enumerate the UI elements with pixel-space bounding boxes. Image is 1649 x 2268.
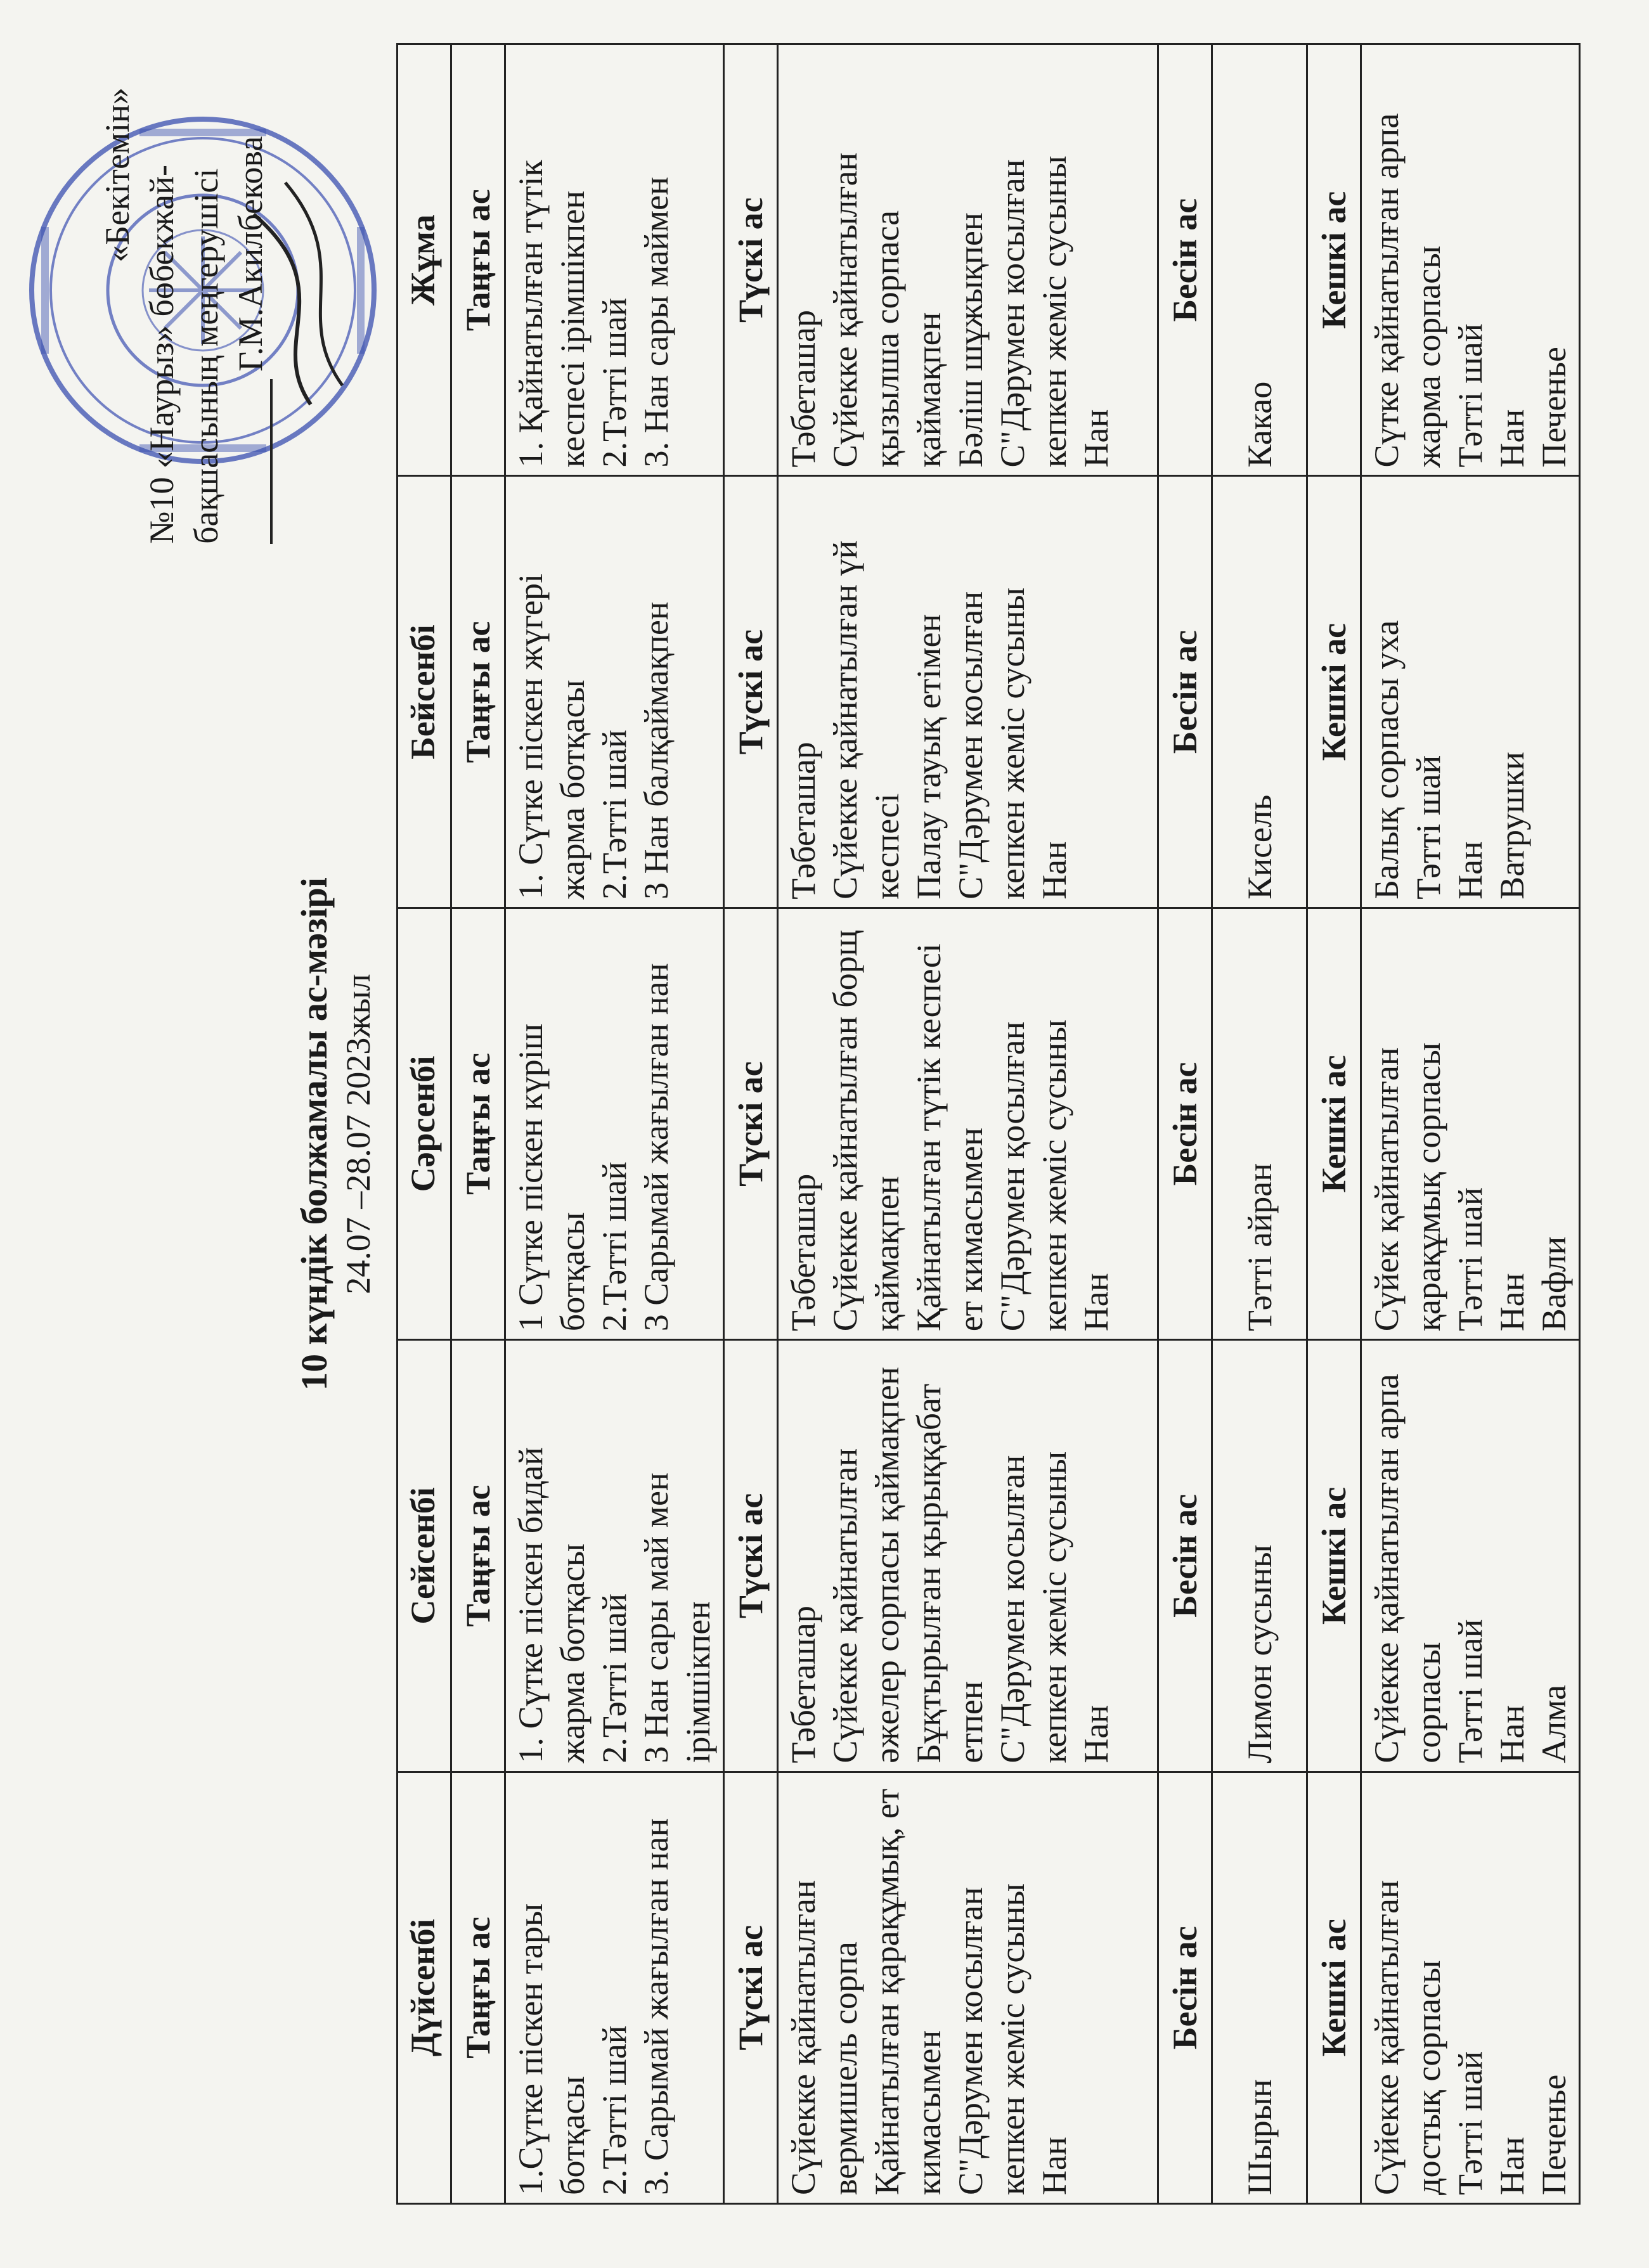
- menu-item: 1 Сүтке піскен күріш ботқасы: [512, 1023, 592, 1332]
- menu-item: Сүйекке қайнатылған арпа сорпасы: [1368, 1374, 1447, 1763]
- signature-line: [228, 87, 273, 544]
- menu-cell: [778, 908, 1158, 1339]
- menu-cell: [1212, 1772, 1307, 2203]
- menu-item: 3. Нан сары маймен: [637, 176, 675, 468]
- meal-header: Таңғы ас: [451, 1340, 505, 1772]
- menu-item: Нан: [1035, 841, 1073, 899]
- menu-item: С"Дәрумен косылған кепкен жеміс сусыны: [993, 155, 1073, 468]
- menu-item: Сүйекке қайнатылған борщ қаймақпен: [826, 929, 906, 1332]
- menu-item: Сүйекке қайнатылған қызылша сорпаса қаймақпен: [826, 152, 948, 468]
- meal-header: Түскі ас: [724, 476, 778, 908]
- meal-header: Кешкі ас: [1307, 476, 1361, 908]
- menu-item: Қайнатылған қарақұмық, ет кимасымен: [868, 1788, 948, 2195]
- menu-cell: [778, 44, 1158, 476]
- approval-block: [95, 87, 273, 544]
- menu-item: Печенье: [1535, 2074, 1573, 2195]
- meal-header: Кешкі ас: [1307, 1772, 1361, 2203]
- menu-item: 2.Тәтті шай: [595, 297, 633, 468]
- menu-cell: [1361, 908, 1580, 1339]
- menu-cell: [505, 1772, 724, 2203]
- menu-cell: [505, 1340, 724, 1772]
- menu-item: Нан: [1077, 409, 1115, 468]
- meal-header: Түскі ас: [724, 44, 778, 476]
- menu-item: Тәбеташар: [784, 309, 822, 468]
- menu-table: [396, 43, 1581, 2205]
- menu-item: Сүйекке қайнатылған әжелер сорпасы қаймақпен: [826, 1367, 906, 1763]
- menu-item: С"Дәрумен косылған кепкен жеміс сусыны: [993, 1451, 1073, 1763]
- menu-item: 1. Қайнатылған түтік кеспесі ірімшікпен: [512, 160, 592, 468]
- approval-position: бақшасының меңгерушісі: [187, 168, 225, 544]
- menu-item: Лимон сусыны: [1240, 1544, 1279, 1763]
- menu-item: Нан: [1493, 2137, 1531, 2195]
- meal-header-row-breakfast: [451, 44, 505, 2204]
- menu-item: 3 Нан сары май мен ірімшікпен: [637, 1472, 717, 1763]
- day-header: Сейсенбі: [398, 1340, 451, 1772]
- meal-header: Таңғы ас: [451, 908, 505, 1339]
- menu-item: 1. Сүтке піскен бидай жарма ботқасы: [512, 1446, 592, 1763]
- menu-item: Нан: [1451, 841, 1489, 899]
- meal-header: Таңғы ас: [451, 44, 505, 476]
- menu-item: Вафли: [1535, 1236, 1573, 1332]
- menu-item: С"Дәрумен қосылған кепкен жеміс сусыны: [993, 1019, 1073, 1332]
- meal-header: Таңғы ас: [451, 476, 505, 908]
- day-header: Бейсенбі: [398, 476, 451, 908]
- menu-item: 2.Тәтті шай: [595, 1594, 633, 1763]
- menu-cell: [1361, 1340, 1580, 1772]
- menu-item: 3 Сарымай жағылған нан: [637, 963, 675, 1332]
- menu-item: Тәтті шай: [1451, 1619, 1489, 1763]
- menu-item: Тәбеташар: [784, 1173, 822, 1332]
- menu-cell: [1212, 476, 1307, 908]
- approval-heading: «Бекітемін»: [98, 87, 136, 262]
- menu-item: Тәбеташар: [784, 742, 822, 899]
- day-header: Жұма: [398, 44, 451, 476]
- menu-item: Тәтті шай: [1451, 1187, 1489, 1332]
- meal-header: Кешкі ас: [1307, 908, 1361, 1339]
- approval-institution: №10 «Наурыз» бөбекжай-: [143, 165, 181, 544]
- menu-item: Тәтті шай: [1451, 323, 1489, 468]
- menu-row-dinner: [1361, 44, 1580, 2204]
- menu-item: Тәбеташар: [784, 1606, 822, 1763]
- meal-header: Бесін ас: [1158, 1340, 1212, 1772]
- signer-name: Г.М.Акилбекова: [231, 136, 269, 371]
- meal-header: Бесін ас: [1158, 908, 1212, 1339]
- menu-item: 3. Сарымай жағылған нан: [637, 1818, 675, 2195]
- menu-cell: [1361, 476, 1580, 908]
- menu-item: С"Дәрумен косылған кепкен жеміс сусыны: [952, 1883, 1031, 2195]
- menu-item: Печенье: [1535, 347, 1573, 468]
- menu-item: Бұқтырылған қырыққабат етпен: [910, 1383, 990, 1763]
- day-header: Дүйсенбі: [398, 1772, 451, 2203]
- meal-header: Кешкі ас: [1307, 1340, 1361, 1772]
- meal-header-row-snack: [1158, 44, 1212, 2204]
- meal-header: Түскі ас: [724, 1772, 778, 2203]
- title-block: [292, 0, 379, 2268]
- menu-item: Тәтті айран: [1240, 1163, 1279, 1332]
- menu-row-lunch: [778, 44, 1158, 2204]
- menu-item: Нан: [1493, 1704, 1531, 1763]
- menu-item: Тәтті шай: [1409, 755, 1447, 899]
- menu-cell: [1361, 1772, 1580, 2203]
- menu-item: Сүйек қайнатылған қарақұмық сорпасы: [1368, 1042, 1447, 1332]
- menu-cell: [505, 476, 724, 908]
- menu-item: Палау тауық етімен: [910, 614, 948, 899]
- menu-cell: [1212, 908, 1307, 1339]
- menu-cell: [778, 476, 1158, 908]
- meal-header: Бесін ас: [1158, 1772, 1212, 2203]
- menu-item: Нан: [1077, 1273, 1115, 1332]
- menu-item: Нан: [1035, 2137, 1073, 2195]
- menu-item: Ватрушки: [1493, 751, 1531, 899]
- document-period: 24.07 –28.07 2023жыл: [339, 974, 377, 1294]
- meal-header-row-lunch: [724, 44, 778, 2204]
- menu-cell: [778, 1340, 1158, 1772]
- menu-cell: [1212, 1340, 1307, 1772]
- menu-item: Сүйекке қайнатылған достық сорпасы: [1368, 1880, 1447, 2195]
- menu-item: 1. Сүтке піскен жүгері жарма ботқасы: [512, 574, 592, 899]
- meal-header: Түскі ас: [724, 1340, 778, 1772]
- menu-row-snack: [1212, 44, 1307, 2204]
- menu-item: Какао: [1240, 381, 1279, 468]
- menu-item: Сүйекке қайнатылған үй кеспесі: [826, 540, 906, 899]
- menu-item: 1.Сүтке піскен тары ботқасы: [512, 1903, 592, 2195]
- menu-item: Бәліш шұжықпен: [952, 212, 990, 468]
- meal-header: Кешкі ас: [1307, 44, 1361, 476]
- menu-item: Сүтке қайнатылған арпа жарма сорпасы: [1368, 113, 1447, 468]
- menu-item: Алма: [1535, 1684, 1573, 1763]
- meal-header: Таңғы ас: [451, 1772, 505, 2203]
- menu-item: Қайнатылған түтік кеспесі ет кимасымен: [910, 943, 990, 1332]
- menu-item: 2.Тәтті шай: [595, 730, 633, 899]
- menu-item: Нан: [1493, 1273, 1531, 1332]
- menu-item: Сүйекке қайнатылған вермишель сорпа: [784, 1880, 864, 2195]
- meal-header: Бесін ас: [1158, 44, 1212, 476]
- signature-underline: [245, 379, 273, 544]
- menu-item: Нан: [1077, 1704, 1115, 1763]
- menu-item: Балық сорпасы уха: [1368, 620, 1406, 899]
- menu-row-breakfast: [505, 44, 724, 2204]
- menu-cell: [505, 44, 724, 476]
- meal-header: Бесін ас: [1158, 476, 1212, 908]
- menu-item: 2.Тәтті шай: [595, 1161, 633, 1332]
- menu-cell: [1361, 44, 1580, 476]
- menu-item: 3 Нан балқаймақпен: [637, 602, 675, 899]
- day-header: Сәрсенбі: [398, 908, 451, 1339]
- menu-item: С"Дәрумен косылған кепкен жеміс сусыны: [952, 587, 1031, 899]
- meal-header: Түскі ас: [724, 908, 778, 1339]
- day-header-row: [398, 44, 451, 2204]
- menu-item: Кисель: [1240, 794, 1279, 899]
- menu-item: Тәтті шай: [1451, 2051, 1489, 2195]
- menu-item: 2.Тәтті шай: [595, 2025, 633, 2195]
- menu-table-body: [398, 44, 1580, 2204]
- menu-cell: [778, 1772, 1158, 2203]
- menu-cell: [1212, 44, 1307, 476]
- menu-cell: [505, 908, 724, 1339]
- menu-item: Нан: [1493, 409, 1531, 468]
- menu-item: Шырын: [1240, 2079, 1279, 2195]
- meal-header-row-dinner: [1307, 44, 1361, 2204]
- document-title: 10 күндік болжамалы ас-мәзірі: [294, 877, 335, 1391]
